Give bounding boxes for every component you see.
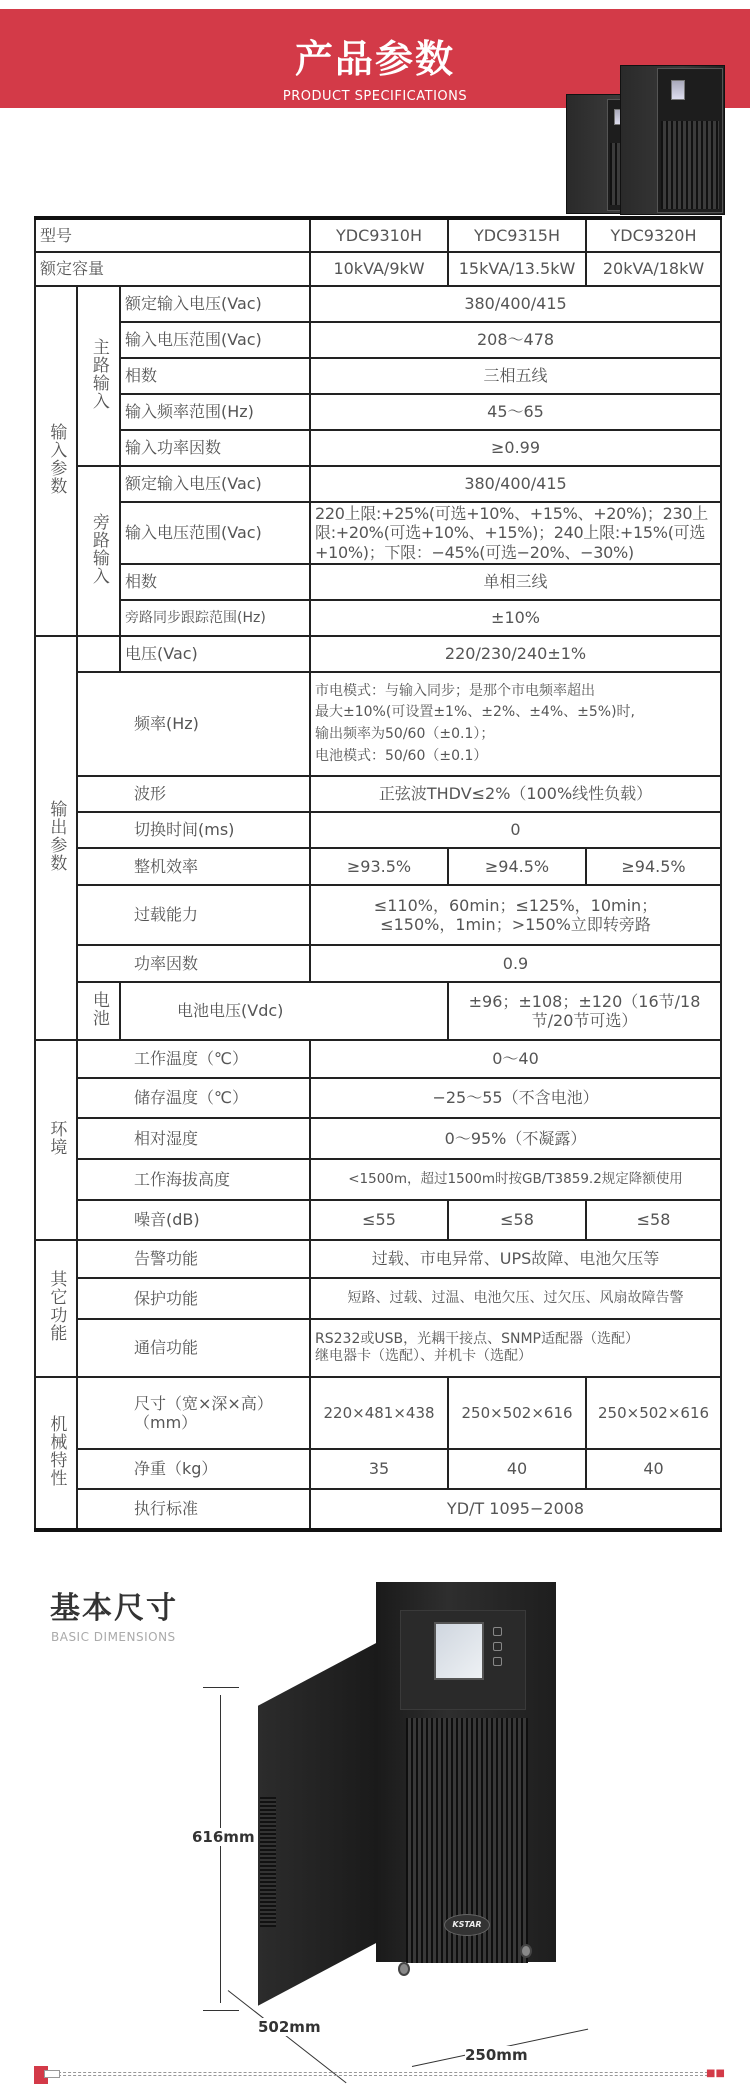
row-value: 45～65 bbox=[310, 394, 721, 430]
table-row bbox=[35, 982, 721, 1040]
category-output bbox=[35, 636, 77, 1040]
row-label: 保护功能 bbox=[77, 1278, 310, 1319]
footer-end-marker: ■■ bbox=[706, 2068, 725, 2079]
row-value: 正弦波THDV≤2%（100%线性负载） bbox=[310, 776, 721, 812]
row-value: 220×481×438 bbox=[310, 1377, 448, 1449]
footer-divider bbox=[48, 2072, 708, 2076]
height-dimension-bottom-tick bbox=[203, 2010, 239, 2011]
label-line: （mm） bbox=[134, 1413, 198, 1432]
value-line: 继电器卡（选配）、并机卡（选配） bbox=[315, 1348, 533, 1364]
table-row bbox=[35, 1200, 721, 1240]
ups-vent-grille bbox=[661, 121, 719, 209]
row-value: ±96；±108；±120（16节/18节/20节可选） bbox=[448, 982, 721, 1040]
row-label: 额定容量 bbox=[35, 252, 310, 286]
row-value: ≤58 bbox=[448, 1200, 586, 1240]
table-row bbox=[35, 812, 721, 848]
category-label: 机械特性 bbox=[46, 1414, 67, 1487]
capacity-cell: 10kVA/9kW bbox=[310, 252, 448, 286]
row-label: 相数 bbox=[120, 358, 310, 394]
row-label: 额定输入电压(Vac) bbox=[120, 286, 310, 322]
category-label: 电池 bbox=[88, 990, 109, 1027]
row-label: 输入频率范围(Hz) bbox=[120, 394, 310, 430]
row-value bbox=[310, 1319, 721, 1377]
group-label: 主路输入 bbox=[88, 337, 109, 410]
empty-cell bbox=[77, 636, 120, 672]
height-dimension-line bbox=[220, 1695, 221, 2003]
row-value: ±10% bbox=[310, 600, 721, 636]
row-value: ≥94.5% bbox=[448, 848, 586, 885]
value-line: 输出频率为50/60（±0.1）； bbox=[315, 726, 495, 742]
ups-brand-logo: KSTAR bbox=[444, 1914, 490, 1936]
category-environment bbox=[35, 1040, 77, 1240]
table-row bbox=[35, 672, 721, 776]
row-value: 单相三线 bbox=[310, 564, 721, 600]
ups-side-vent bbox=[260, 1797, 276, 1927]
table-row bbox=[35, 776, 721, 812]
row-value: ≤55 bbox=[310, 1200, 448, 1240]
row-label: 频率(Hz) bbox=[77, 672, 310, 776]
value-line: 电池模式：50/60（±0.1） bbox=[315, 747, 488, 764]
model-cell: YDC9310H bbox=[310, 218, 448, 252]
ups-button-icon bbox=[493, 1642, 502, 1651]
row-value: 短路、过载、过温、电池欠压、过欠压、风扇故障告警 bbox=[310, 1278, 721, 1319]
table-row bbox=[35, 885, 721, 945]
table-row bbox=[35, 1040, 721, 1078]
row-label: 切换时间(ms) bbox=[77, 812, 310, 848]
row-value: <1500m，超过1500m时按GB/T3859.2规定降额使用 bbox=[310, 1159, 721, 1200]
row-value: 250×502×616 bbox=[448, 1377, 586, 1449]
model-cell: YDC9315H bbox=[448, 218, 586, 252]
row-label: 功率因数 bbox=[77, 945, 310, 982]
row-label: 输入电压范围(Vac) bbox=[120, 322, 310, 358]
table-row bbox=[35, 466, 721, 502]
capacity-cell: 15kVA/13.5kW bbox=[448, 252, 586, 286]
group-bypass-input bbox=[77, 466, 120, 636]
row-label: 输入功率因数 bbox=[120, 430, 310, 466]
table-row bbox=[35, 1118, 721, 1159]
value-line: ≤150%，1min；>150%立即转旁路 bbox=[380, 915, 651, 934]
ups-product-image bbox=[258, 1582, 558, 2002]
table-row bbox=[35, 1278, 721, 1319]
row-value bbox=[310, 672, 721, 776]
category-mechanical bbox=[35, 1377, 77, 1530]
row-value: 三相五线 bbox=[310, 358, 721, 394]
row-value: 380/400/415 bbox=[310, 466, 721, 502]
category-battery bbox=[77, 982, 120, 1040]
caster-wheel-icon bbox=[398, 1962, 410, 1976]
row-label: 旁路同步跟踪范围(Hz) bbox=[120, 600, 310, 636]
row-value: 35 bbox=[310, 1449, 448, 1489]
row-value: 40 bbox=[448, 1449, 586, 1489]
table-row bbox=[35, 1449, 721, 1489]
category-label: 其它功能 bbox=[46, 1270, 67, 1343]
value-line: ≤110%，60min；≤125%，10min； bbox=[373, 895, 658, 915]
row-value: −25～55（不含电池） bbox=[310, 1078, 721, 1118]
table-row bbox=[35, 1159, 721, 1200]
row-value: 220上限:+25%(可选+10%、+15%、+20%)；230上限:+20%(可选+10%、+15%)；240上限:+15%(可选+10%)；下限：−45%(可选−20%、−30%) bbox=[310, 502, 721, 564]
category-label: 环境 bbox=[46, 1119, 67, 1156]
page-subtitle: PRODUCT SPECIFICATIONS bbox=[282, 89, 468, 104]
table-row bbox=[35, 1489, 721, 1530]
row-label: 告警功能 bbox=[77, 1240, 310, 1278]
row-value: 220/230/240±1% bbox=[310, 636, 721, 672]
dimensions-title: 基本尺寸 bbox=[50, 1591, 178, 1626]
row-value: 380/400/415 bbox=[310, 286, 721, 322]
table-row bbox=[35, 600, 721, 636]
caster-wheel-icon bbox=[520, 1944, 532, 1958]
capacity-cell: 20kVA/18kW bbox=[586, 252, 721, 286]
row-label: 额定输入电压(Vac) bbox=[120, 466, 310, 502]
group-label: 旁路输入 bbox=[88, 512, 109, 585]
row-label: 型号 bbox=[35, 218, 310, 252]
value-line: 最大±10%(可设置±1%、±2%、±4%、±5%)时, bbox=[315, 704, 635, 721]
row-label: 储存温度（℃） bbox=[77, 1078, 310, 1118]
page-title: 产品参数 bbox=[294, 37, 455, 81]
row-label: 电压(Vac) bbox=[120, 636, 310, 672]
row-value: 40 bbox=[586, 1449, 721, 1489]
value-line: 市电模式：与输入同步；是那个市电频率超出 bbox=[315, 682, 596, 699]
ups-button-icon bbox=[493, 1657, 502, 1666]
ups-image-large bbox=[620, 65, 725, 215]
table-row bbox=[35, 1377, 721, 1449]
row-label: 过载能力 bbox=[77, 885, 310, 945]
table-row-model bbox=[35, 218, 721, 252]
category-label: 输出参数 bbox=[46, 799, 67, 872]
spec-table bbox=[34, 216, 722, 1532]
row-label: 相对湿度 bbox=[77, 1118, 310, 1159]
table-row bbox=[35, 1078, 721, 1118]
table-row bbox=[35, 848, 721, 885]
table-row bbox=[35, 502, 721, 564]
table-row bbox=[35, 636, 721, 672]
row-label: 相数 bbox=[120, 564, 310, 600]
ups-screen bbox=[671, 80, 685, 100]
depth-dimension-label: 502mm bbox=[258, 2018, 321, 2036]
dimensions-subtitle: BASIC DIMENSIONS bbox=[51, 1630, 176, 1644]
table-row bbox=[35, 394, 721, 430]
ups-screen bbox=[434, 1622, 484, 1680]
row-value bbox=[310, 885, 721, 945]
row-value: 0 bbox=[310, 812, 721, 848]
model-cell: YDC9320H bbox=[586, 218, 721, 252]
row-value: 0.9 bbox=[310, 945, 721, 982]
row-value: 208～478 bbox=[310, 322, 721, 358]
table-row bbox=[35, 358, 721, 394]
row-label bbox=[77, 1377, 310, 1449]
group-main-input bbox=[77, 286, 120, 466]
row-label: 通信功能 bbox=[77, 1319, 310, 1377]
category-label: 输入参数 bbox=[46, 422, 67, 495]
table-row bbox=[35, 430, 721, 466]
row-value: ≤58 bbox=[586, 1200, 721, 1240]
category-input bbox=[35, 286, 77, 636]
width-dimension-label: 250mm bbox=[465, 2046, 528, 2064]
row-value: ≥94.5% bbox=[586, 848, 721, 885]
row-value: YD/T 1095−2008 bbox=[310, 1489, 721, 1530]
table-row-capacity bbox=[35, 252, 721, 286]
table-row bbox=[35, 1319, 721, 1377]
height-dimension-label: 616mm bbox=[192, 1828, 255, 1846]
row-value: 0～40 bbox=[310, 1040, 721, 1078]
row-value: 250×502×616 bbox=[586, 1377, 721, 1449]
row-value: ≥93.5% bbox=[310, 848, 448, 885]
table-row bbox=[35, 945, 721, 982]
table-row bbox=[35, 286, 721, 322]
row-label: 整机效率 bbox=[77, 848, 310, 885]
row-value: ≥0.99 bbox=[310, 430, 721, 466]
ups-button-icon bbox=[493, 1627, 502, 1636]
depth-dimension-line bbox=[228, 1990, 347, 2083]
value-line: RS232或USB，光耦干接点、SNMP适配器（选配） bbox=[315, 1331, 639, 1348]
row-label: 波形 bbox=[77, 776, 310, 812]
row-label: 工作温度（℃） bbox=[77, 1040, 310, 1078]
table-row bbox=[35, 1240, 721, 1278]
row-label: 执行标准 bbox=[77, 1489, 310, 1530]
row-label: 噪音(dB) bbox=[77, 1200, 310, 1240]
row-label: 输入电压范围(Vac) bbox=[120, 502, 310, 564]
row-label: 电池电压(Vdc) bbox=[120, 982, 448, 1040]
category-other bbox=[35, 1240, 77, 1377]
ups-side bbox=[258, 1642, 378, 2006]
row-value: 过载、市电异常、UPS故障、电池欠压等 bbox=[310, 1240, 721, 1278]
label-line: 尺寸（宽×深×高） bbox=[134, 1393, 273, 1413]
row-label: 工作海拔高度 bbox=[77, 1159, 310, 1200]
height-dimension-top-tick bbox=[203, 1687, 239, 1688]
row-label: 净重（kg） bbox=[77, 1449, 310, 1489]
row-value: 0～95%（不凝露） bbox=[310, 1118, 721, 1159]
table-row bbox=[35, 322, 721, 358]
table-row bbox=[35, 564, 721, 600]
footer-tab-outline bbox=[44, 2070, 60, 2078]
